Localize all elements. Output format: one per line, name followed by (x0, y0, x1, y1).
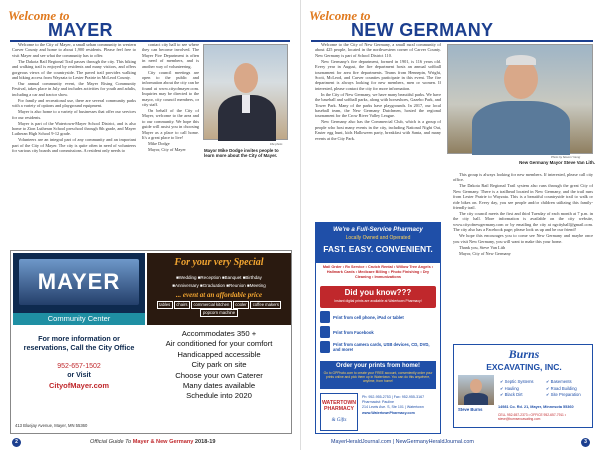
pharmacy-contact (362, 395, 438, 416)
page-number-right: 3 (581, 438, 590, 447)
page-right (300, 0, 600, 450)
community-center-ad (10, 250, 292, 434)
ng-article-col1 (315, 42, 441, 220)
cc-amenity-item: commercial kitchen (191, 301, 232, 309)
cc-feature-item: Accommodates 350 + (181, 329, 257, 338)
cc-headline: For your very Special (174, 257, 264, 268)
footer-guide-year: 2018-19 (194, 439, 216, 445)
pharmacy-ad (315, 222, 441, 434)
pharmacy-question-sub: Instant digital prints are available at Watertown Pharmacy! (334, 299, 422, 303)
footer-guide (90, 439, 215, 445)
pharmacy-logo (320, 393, 358, 431)
ng-title: NEW GERMANY (351, 20, 494, 40)
cc-event-item: ■Reception (197, 275, 222, 280)
article-paragraph: Mayor, City of New Germany (459, 250, 511, 256)
pharmacy-logo-sub: & Gifts (331, 418, 347, 423)
mayor-van-lith-photo (447, 44, 593, 154)
pharmacy-print-option (320, 341, 436, 353)
mayer-logo-text: MAYER (37, 269, 121, 294)
left-footer (0, 436, 300, 450)
cc-feature-item: Schedule into 2020 (186, 391, 252, 401)
cc-tagline: ... event at an affordable price (175, 291, 263, 299)
cc-event-item: ■Reunion (226, 283, 247, 288)
cc-event-item: ■Meeting (246, 283, 266, 288)
phone-icon (320, 326, 330, 338)
cc-website[interactable]: CityofMayer.com (48, 381, 110, 390)
excavating-name-bottom: EXCAVATING, INC. (486, 362, 562, 372)
pharmacy-order-text: Go to GPPhoto.com to create your FREE account, conveniently order your prints online and pick them up in Watertown. You can do this anywhere, anytime, from home! (323, 371, 433, 384)
phone-icon (320, 311, 330, 323)
pharmacy-print-option-label: Print from cell phone, iPad or tablet (333, 314, 404, 320)
cc-event-item: ■Anniversary (172, 283, 201, 288)
article-paragraph: contact city hall to see where they can become involved. The Mayer Fire Department is often in need of members, and is another way of volunteering. (142, 42, 199, 69)
cc-amenity-item: tables (157, 301, 173, 309)
excavating-service-item: ✔ Hauling (500, 385, 519, 391)
pharmacy-sub: Locally Owned and Operated (345, 235, 411, 241)
page-number-left: 2 (12, 438, 21, 447)
excavating-owner: Steve Burns (458, 407, 483, 412)
pharmacy-print-option (320, 311, 436, 323)
mayer-welcome: Welcome to (8, 8, 70, 23)
excavating-service-item: ✔ Black Dirt (500, 392, 523, 397)
cc-event-item: ■Banquet (221, 275, 243, 280)
ng-article-col2 (453, 172, 593, 284)
mayer-title: MAYER (48, 20, 113, 40)
article-paragraph: Welcome to the City of Mayer, a small urban community in western Carver County and home to about 1,900 residents. Please feel free to visit Mayer and see what the community has to offer. (12, 42, 136, 58)
footer-websites[interactable]: MayerHeraldJournal.com | NewGermanyHeraldJournal.com (331, 439, 474, 445)
mayer-logo (13, 253, 145, 315)
article-paragraph: New Germany also has the Commercial Club, which is a group of people who host many events in the city, including National Night Out, Easter egg hunt, kids Halloween party, breakfast with Santa, and many events at the City Park. (315, 119, 441, 141)
excavating-address: 14981 Co. Rd. 21, Mayer, Minnesota 55360 (498, 405, 574, 409)
article-paragraph: Volunteers are an integral part of any community and an important part of the City of Mayer. The city is quite often in need of volunteers for various city boards and commissions. A resident only needs to (12, 137, 136, 154)
footer-guide-prefix: Official Guide To (90, 439, 132, 445)
article-paragraph: Mayer is also home to a variety of businesses that offer our services for our residents. (12, 109, 136, 120)
community-center-banner: Community Center (13, 313, 145, 325)
excavating-services-col2 (546, 379, 592, 399)
excavating-service-item: ✔ Road Building (546, 385, 577, 391)
cc-amenities (153, 301, 285, 317)
article-paragraph: Mike Dodge (148, 141, 170, 147)
excavating-phone[interactable]: CELL 952-657-2373 • OFFICE 952-657-7911 • steve@burnsexcavating.com (498, 413, 566, 422)
cc-feature-item: Air conditioned for your comfort (165, 339, 273, 349)
pharmacy-print-option-label: Print from camera cards, USB devices, CD, DVD, and more! (333, 342, 430, 352)
mayer-article-col1 (12, 42, 136, 248)
article-paragraph: Mayer is part of the Watertown-Mayer School District, and is also home to Zion Lutheran School preschool through 8th grade, and Mayer Lutheran High School 9-12 grade. (12, 120, 136, 137)
cc-events-row1 (151, 275, 287, 280)
article-paragraph: On behalf of the City of Mayer, welcome to the area and to our community. We hope this guide will assist you in choosing Mayer as a place to call home. It's a great place to live! (142, 108, 199, 141)
pharmacy-slogan: FAST. EASY. CONVENIENT. (323, 244, 433, 254)
phone-icon (320, 341, 330, 353)
photo-caption: Mayor Mike Dodge invites people to learn more about the City of Mayer. (204, 148, 279, 159)
pharmacy-print-option (320, 326, 436, 338)
article-paragraph: In the City of New Germany, we have many beautiful parks. We have the baseball and softball parks, along with horseshoes, Gazebo Park, and Tower Park. Many of the parks have playgrounds. In 2017, our local baseball team, the New Germany Dutchmen, hosted the regional tournament for the Crow River Valley League. (315, 91, 441, 119)
pharmacy-headline: We're a Full-Service Pharmacy (333, 226, 423, 233)
footer-guide-title: Mayer & New Germany (132, 439, 194, 445)
cc-amenity-item: popcorn machine (200, 309, 237, 317)
excavating-ad (453, 344, 593, 428)
cc-amenity-item: coffee makers (250, 301, 281, 309)
cc-events-row2 (151, 283, 287, 288)
cc-feature-item: City park on site (191, 360, 247, 370)
ng-photo-caption: New Germany Mayor Steve Van Lith. (519, 160, 595, 165)
article-paragraph: The Dakota Rail Regional Trail passes through the city. This biking and walking trail is enjoyed by residents and many visitors, and offers gorgeous views of the countryside. The paved trail provides walking and biking access from Wayzata to Lester Prairie in McLeod County. (12, 58, 136, 81)
pharmacy-question: Did you know??? (344, 288, 412, 297)
owner-photo (458, 375, 494, 405)
cc-feature-item: Many dates available (182, 381, 256, 391)
pharmacy-order-heading: Order your prints from home! (335, 363, 420, 369)
cc-event-item: ■Birthday (242, 275, 262, 280)
pharmacy-print-option-label: Print from Facebook (333, 329, 374, 335)
article-paragraph: Welcome to the City of New Germany, a small rural community of about 425 people, located in the northwestern corner of Carver County. New Germany is part of School District 110. (315, 42, 441, 58)
cc-address: 413 Bluejay Avenue, Mayer, MN 55360 (15, 423, 88, 428)
cc-event-item: ■Wedding (176, 275, 198, 280)
article-paragraph: Mayor, City of Mayer (148, 147, 186, 153)
excavating-services-col1 (500, 379, 544, 399)
mayor-dodge-photo (203, 44, 288, 140)
article-paragraph: Thank you, Steve Van Lith (459, 244, 506, 250)
cc-special-panel (147, 253, 291, 325)
cc-amenity-item: cooler (233, 301, 249, 309)
article-paragraph: For family and recreational use, there are several community parks with a variety of options and playground equipment. (12, 97, 136, 109)
ng-photo-credit: Photo by Steven Young (551, 155, 581, 159)
excavating-name-top: Burns (508, 347, 540, 361)
article-paragraph: New Germany's fire department, formed in 1901, is 116 years old. Every year in August, the fire department hosts an annual softball tournament for area fire departments. Teams from Hennepin, Wright, Scott, McLeod, and Carver counties participate in this event. The fire department is always looking for new members, men or women. If interested, please contact the city for more information. (315, 58, 441, 91)
pharmacy-website[interactable]: www.WatertownPharmacy.com (362, 410, 415, 415)
excavating-service-item: ✔ Basements (546, 379, 572, 384)
photo-credit: File photo (270, 142, 283, 146)
article-paragraph: City council meetings are open to the public and information about the city can be found at www.cityofmayer.com. Inquiries may be directed to the mayor, city council members, or city staff. (142, 69, 199, 108)
ng-welcome: Welcome to (309, 8, 371, 23)
pharmacy-hours: Pharmacist: Pauline (362, 400, 394, 405)
cc-info-heading: For more information or reservations, Call the City Office (23, 334, 135, 352)
cc-feature-item: Choose your own Caterer (175, 370, 263, 380)
cc-phone[interactable]: 952-657-1502 (57, 363, 101, 370)
cc-event-item: ■Graduation (200, 283, 227, 288)
cc-amenity-item: chairs (174, 301, 190, 309)
cc-feature-item: Handicapped accessible (177, 349, 261, 359)
pharmacy-phone[interactable]: Ph: 952-955-2753 | Fax: 952-955-3167 (362, 395, 425, 399)
article-paragraph: We hope this encourages you to come see New Germany and maybe once you visit New Germany, you will want to make this your home. (453, 233, 593, 244)
article-paragraph: Our annual community event, the Mayer Rising Community Festival, takes place in July and includes activities for youth and adults, including a car and tractor show. (12, 81, 136, 97)
pharmacy-logo-name: WATERTOWN PHARMACY (321, 400, 357, 412)
pharmacy-address: 214 Lewis Ave. S, Ste 101 | Watertown (362, 405, 424, 410)
mayer-article-col2 (142, 42, 199, 246)
article-paragraph: The city council meets the first and third Tuesday of each month at 7 p.m. in the city hall. More information is available on the city website, www.cityofnewgermany.com or by emailing the city at ngcityhall@gmail.com. The city also has a Facebook page; please look us up and be our friend! (453, 211, 593, 233)
excavating-service-item: ✔ Site Preparation (546, 392, 581, 397)
excavating-service-item: ✔ Septic Systems (500, 379, 534, 384)
cc-or-visit: or Visit (67, 372, 91, 379)
article-paragraph: This group is always looking for new members. If interested, please call city office. (453, 172, 593, 183)
pharmacy-services: Mail Order • Rx Service • Crutch Rental • Willow Tree Angels • Hallmark Cards • Medicare Billing • Photo Finishing • Dry Cleaning • Immunizations (322, 265, 434, 279)
pharmacy-print-options (320, 311, 436, 356)
cc-features-list (151, 329, 287, 402)
article-paragraph: The Dakota Rail Regional Trail system also runs through the great City of New Germany. There is a trailhead located in New Germany, and the trail runs from Lester Prairie to Wayzata. This is a beautiful countryside trail to walk or ride bikes on. Every day, you see people and/or children utilizing this family-friendly trail. (453, 183, 593, 211)
right-footer (301, 436, 600, 450)
